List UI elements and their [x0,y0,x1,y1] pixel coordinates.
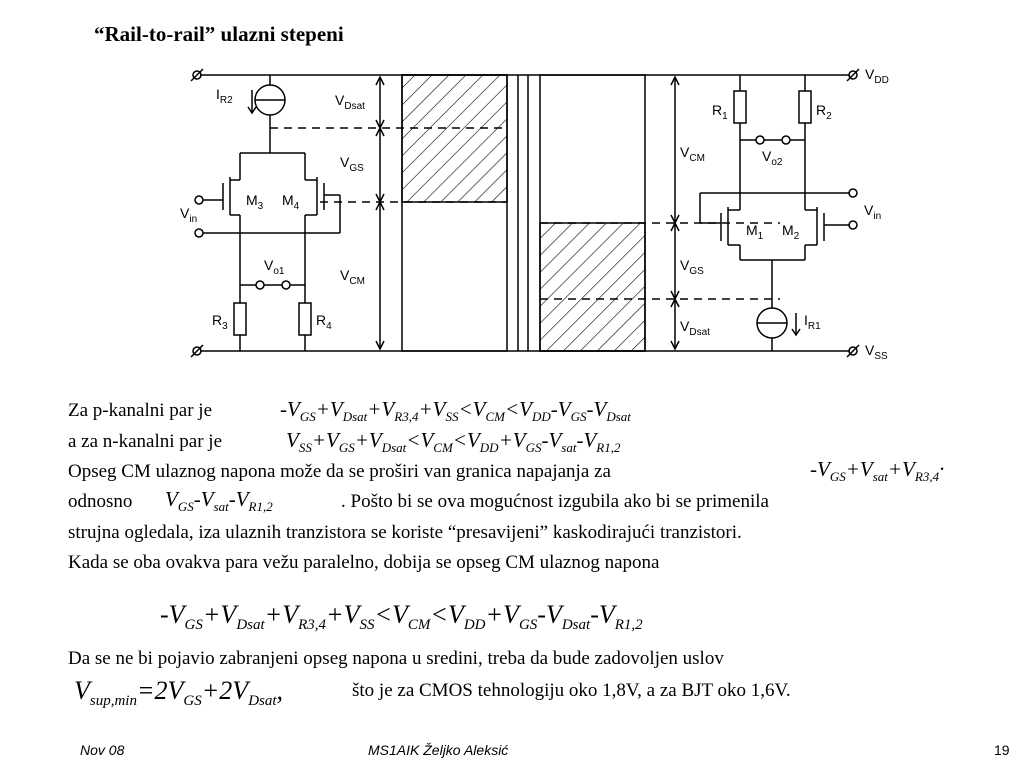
footer-date: Nov 08 [80,742,125,758]
svg-text:VCM: $V_{CM}$ [340,267,365,287]
combined-cm-equation: $-V_{GS}+V_{Dsat}+V_{R3,4}+V_{SS}<V_{CM}<V_{DD}+V_{GS}-V_{Dsat}-V_{R1,2}$ [160,600,643,634]
parallel-text: Kada se oba ovakva para vežu paralelno, dobija se opseg CM ulaznog napona [68,552,660,573]
extension-equation-1: $-V_{GS}+V_{sat}+V_{R3,4}\cdot$ [810,457,945,485]
footer-course-author: MS1AIK Željko Aleksić [368,742,509,758]
supply-min-equation: $V_{sup,min}=2V_{GS}+2V_{Dsat}$, [74,676,284,710]
svg-text:IR1: $I_{R1}$ [804,312,821,332]
rail-to-rail-circuit-diagram [180,55,900,375]
svg-text:R3: $R_3$ [212,312,228,332]
svg-text:IR2: $I_{R2}$ [216,86,233,106]
right-hatched-region [540,223,645,351]
n-channel-label: a za n-kanalni par je [68,431,223,452]
p-channel-equation: $-V_{GS}+V_{Dsat}+V_{R3,4}+V_{SS}<V_{CM}<V_{DD}-V_{GS}-V_{Dsat}$ [280,397,631,425]
svg-text:Vin: $V_{in}$ [180,205,198,225]
svg-text:VGS: $V_{GS}$ [680,257,704,277]
left-hatched-region [402,75,507,202]
svg-text:M1: $M_1$ [746,222,764,242]
odnosno-label: odnosno [68,491,133,512]
svg-text:Vin: $V_{in}$ [864,202,882,222]
svg-text:VGS: $V_{GS}$ [340,154,364,174]
slide-title: “Rail-to-rail” ulazni stepeni [94,22,344,46]
svg-text:M3: $M_3$ [246,192,264,212]
footer-page-number: 19 [994,742,1010,758]
svg-text:M2: $M_2$ [782,222,800,242]
svg-text:VDsat: $V_{Dsat}$ [335,92,365,112]
svg-text:VCM: $V_{CM}$ [680,144,705,164]
cmos-bjt-text: što je za CMOS tehnologiju oko 1,8V, a za BJT oko 1,6V. [352,680,791,701]
n-channel-equation: $V_{SS}+V_{GS}+V_{Dsat}<V_{CM}<V_{DD}+V_{GS}-V_{sat}-V_{R1,2}$ [286,428,621,456]
svg-text:VSS: $V_{SS}$ [865,342,888,362]
svg-text:M4: $M_4$ [282,192,300,212]
svg-text:Vo1: $V_{o1}$ [264,257,285,277]
mirror-text: . Pošto bi se ova mogućnost izgubila ako bi se primenila [341,491,769,512]
cm-range-text: Opseg CM ulaznog napona može da se proširi van granica napajanja za [68,461,611,482]
svg-text:R4: $R_4$ [316,312,332,332]
svg-text:VDsat: $V_{Dsat}$ [680,318,710,338]
svg-text:VDD: $V_{DD}$ [865,66,889,86]
svg-text:R2: $R_2$ [816,102,832,122]
condition-text: Da se ne bi pojavio zabranjeni opseg napona u sredini, treba da bude zadovoljen uslov [68,648,724,669]
folded-cascode-text: strujna ogledala, iza ulaznih tranzistora se koriste “presavijeni” kaskodirajući tranzistori. [68,522,742,543]
svg-text:Vo2: $V_{o2}$ [762,148,783,168]
p-channel-label: Za p-kanalni par je [68,400,213,421]
svg-text:R1: $R_1$ [712,102,728,122]
extension-equation-2: $V_{GS}-V_{sat}-V_{R1,2}$ [165,487,273,515]
